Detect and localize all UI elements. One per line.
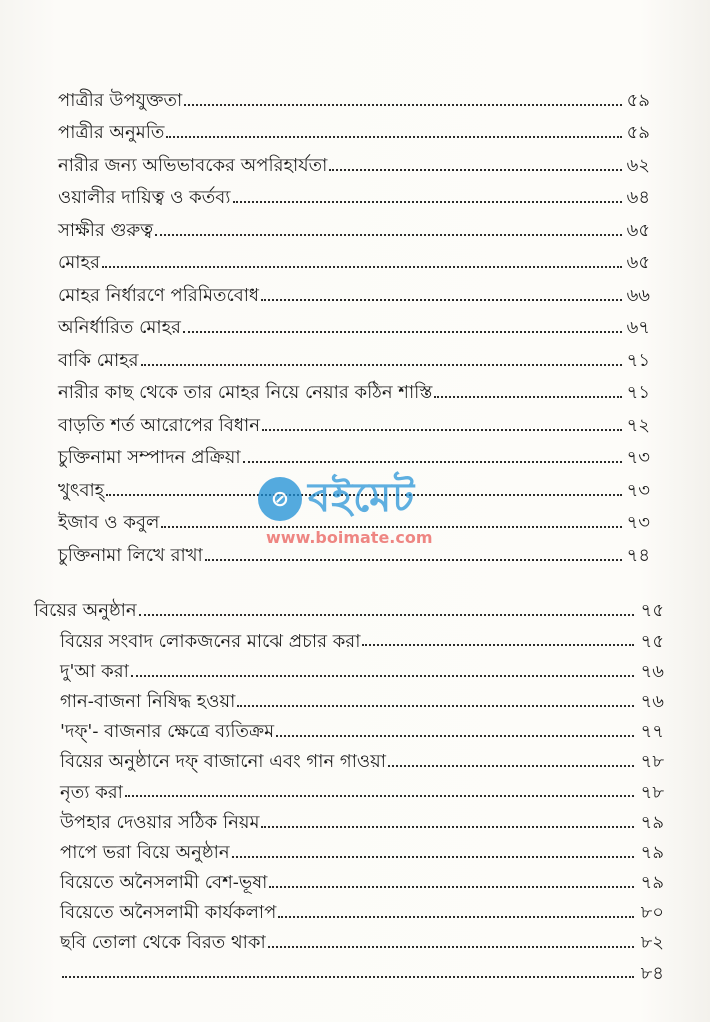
toc-entry xyxy=(34,802,664,832)
paperclip-icon: ⊘ xyxy=(258,477,302,521)
dot-leader xyxy=(268,946,634,948)
toc-entry-page-number: ৬৬ xyxy=(626,284,650,306)
dot-leader xyxy=(166,136,622,138)
toc-entry-title: চুক্তিনামা সম্পাদন প্রক্রিয়া xyxy=(58,447,241,469)
toc-entry-page-number: ৫৯ xyxy=(626,89,650,111)
toc-entry-page-number: ৭৭ xyxy=(640,721,664,743)
dot-leader xyxy=(276,735,634,737)
dot-leader xyxy=(139,614,634,616)
dot-leader xyxy=(232,856,634,858)
toc-entry-page-number: ৭৮ xyxy=(640,781,664,803)
toc-entry-page-number: ৭৩ xyxy=(626,447,650,469)
toc-entry-title: সাক্ষীর গুরুত্ব xyxy=(58,219,154,241)
dot-leader xyxy=(261,299,622,301)
toc-entry-page-number: ৭১ xyxy=(626,349,650,371)
toc-entry-page-number: ৭৯ xyxy=(640,872,664,894)
toc-entry-page-number: ৭৮ xyxy=(640,751,664,773)
toc-entry-title: বাড়তি শর্ত আরোপের বিধান xyxy=(58,414,260,436)
toc-entry-title: খুৎবাহ্ xyxy=(58,479,105,501)
dot-leader xyxy=(125,795,634,797)
toc-entry-title: বিয়ের অনুষ্ঠানে দফ্ বাজানো এবং গান গাওয়া xyxy=(60,751,387,773)
toc-entry xyxy=(58,501,650,534)
toc-entry xyxy=(58,338,650,371)
toc-entry-page-number: ৭৫ xyxy=(640,630,664,652)
toc-entry xyxy=(34,712,664,742)
dot-leader xyxy=(329,169,622,171)
toc-entry xyxy=(58,436,650,469)
dot-leader xyxy=(62,976,634,978)
toc-entry-title: ছবি তোলা থেকে বিরত থাকা xyxy=(60,932,266,954)
toc-entry-page-number: ৬৪ xyxy=(626,187,650,209)
dot-leader xyxy=(106,494,622,496)
toc-entry-page-number: ৬৫ xyxy=(626,219,650,241)
dot-leader xyxy=(155,234,622,236)
dot-leader xyxy=(434,396,622,398)
toc-entry-page-number: ৭৪ xyxy=(626,544,650,566)
toc-entry xyxy=(58,241,650,274)
toc-entry-page-number: ৬৫ xyxy=(626,252,650,274)
toc-entry-page-number: ৭১ xyxy=(626,382,650,404)
dot-leader xyxy=(183,331,622,333)
toc-entry-page-number: ৮০ xyxy=(640,902,664,924)
dot-leader xyxy=(131,675,634,677)
toc-entry-title: মোহর xyxy=(58,252,100,274)
toc-entry-title: ইজাব ও কবুল xyxy=(58,512,160,534)
toc-entry-page-number: ৭৬ xyxy=(640,660,664,682)
dot-leader xyxy=(237,705,634,707)
dot-leader xyxy=(243,461,622,463)
toc-entry xyxy=(34,742,664,772)
toc-entry-title: অনির্ধারিত মোহর xyxy=(58,317,181,339)
toc-entry-title: বিয়েতে অনৈসলামী কার্যকলাপ xyxy=(60,902,277,924)
toc-entry xyxy=(34,863,664,893)
toc-entry-title: নারীর কাছ থেকে তার মোহর নিয়ে নেয়ার কঠিন শাস্তি xyxy=(58,382,433,404)
dot-leader xyxy=(269,886,634,888)
toc-entry-title: বিয়ের সংবাদ লোকজনের মাঝে প্রচার করা xyxy=(60,630,361,652)
toc-entry xyxy=(34,621,664,651)
toc-entry xyxy=(34,591,664,621)
toc-entry xyxy=(34,953,664,983)
toc-entry xyxy=(58,208,650,241)
dot-leader xyxy=(362,644,634,646)
toc-entry xyxy=(34,923,664,953)
toc-entry-page-number: ৭৯ xyxy=(640,841,664,863)
toc-entry-title: বিয়েতে অনৈসলামী বেশ-ভূষা xyxy=(60,872,268,894)
dot-leader xyxy=(262,429,622,431)
toc-entry-title: মোহর নির্ধারণে পরিমিতবোধ xyxy=(58,284,260,306)
toc-entry-page-number: ৮৪ xyxy=(640,962,664,984)
dot-leader xyxy=(233,201,622,203)
table-of-contents-part2 xyxy=(34,591,664,983)
toc-entry xyxy=(58,371,650,404)
toc-entry xyxy=(34,651,664,681)
toc-entry xyxy=(58,468,650,501)
toc-entry-title: নারীর জন্য অভিভাবকের অপরিহার্যতা xyxy=(58,154,328,176)
toc-entry xyxy=(58,111,650,144)
toc-entry xyxy=(34,682,664,712)
toc-entry-title: নৃত্য করা xyxy=(60,781,123,803)
toc-entry-title: দু'আ করা xyxy=(60,660,129,682)
toc-entry-page-number: ৭৬ xyxy=(640,690,664,712)
toc-entry xyxy=(58,78,650,111)
dot-leader xyxy=(261,826,634,828)
toc-entry-page-number: ৬৭ xyxy=(626,317,650,339)
toc-entry-title: গান-বাজনা নিষিদ্ধ হওয়া xyxy=(60,690,236,712)
toc-entry-title: পাত্রীর উপযুক্ততা xyxy=(58,89,183,111)
toc-entry-page-number: ৭৫ xyxy=(640,600,664,622)
toc-entry-page-number: ৭৩ xyxy=(626,479,650,501)
toc-entry-title: উপহার দেওয়ার সঠিক নিয়ম xyxy=(60,811,260,833)
toc-entry-title: বিয়ের অনুষ্ঠান xyxy=(34,600,137,622)
watermark-url: www.boimate.com xyxy=(266,528,433,547)
toc-entry-title: ওয়ালীর দায়িত্ব ও কর্তব্য xyxy=(58,187,231,209)
toc-entry xyxy=(58,176,650,209)
toc-entry-title: বাকি মোহর xyxy=(58,349,139,371)
dot-leader xyxy=(102,266,622,268)
toc-entry-page-number: ৭২ xyxy=(626,414,650,436)
dot-leader xyxy=(161,526,622,528)
toc-entry xyxy=(34,833,664,863)
dot-leader xyxy=(278,916,634,918)
dot-leader xyxy=(141,364,622,366)
toc-entry-page-number: ৭৯ xyxy=(640,811,664,833)
dot-leader xyxy=(205,559,622,561)
toc-entry xyxy=(58,403,650,436)
toc-entry-page-number: ৬২ xyxy=(626,154,650,176)
toc-entry xyxy=(34,893,664,923)
toc-entry xyxy=(34,772,664,802)
watermark-logo-text: বইমেট xyxy=(308,474,416,521)
toc-entry-title: চুক্তিনামা লিখে রাখা xyxy=(58,544,203,566)
toc-entry xyxy=(58,533,650,566)
table-of-contents-part1 xyxy=(58,78,650,566)
toc-entry-page-number: ৫৯ xyxy=(626,122,650,144)
toc-entry xyxy=(58,143,650,176)
dot-leader xyxy=(184,104,622,106)
toc-entry xyxy=(58,306,650,339)
toc-entry-page-number: ৮২ xyxy=(640,932,664,954)
toc-entry-title: পাপে ভরা বিয়ে অনুষ্ঠান xyxy=(60,841,230,863)
toc-entry xyxy=(58,273,650,306)
dot-leader xyxy=(388,765,634,767)
toc-entry-title: পাত্রীর অনুমতি xyxy=(58,122,165,144)
toc-entry-page-number: ৭৩ xyxy=(626,512,650,534)
toc-entry-title: 'দফ্'- বাজনার ক্ষেত্রে ব্যতিক্রম xyxy=(60,721,275,743)
